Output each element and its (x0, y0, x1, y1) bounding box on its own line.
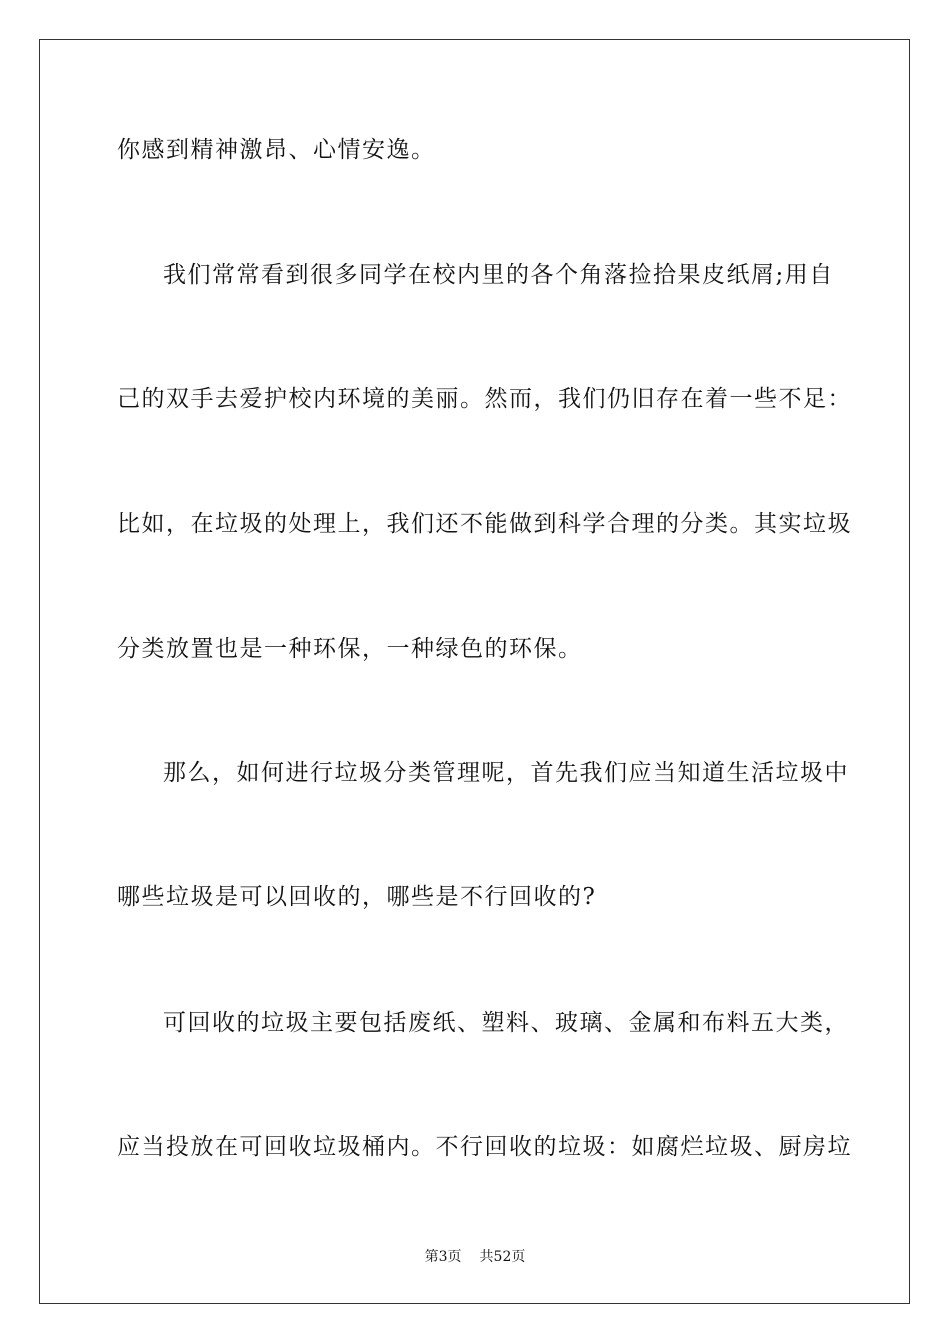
total-pages: 共52页 (479, 1249, 526, 1265)
page-border (39, 39, 910, 1304)
page-footer (0, 1248, 950, 1266)
body-line-4: 比如，在垃圾的处理上，我们还不能做到科学合理的分类。其实垃圾 (117, 511, 852, 537)
body-line-3: 己的双手去爱护校内环境的美丽。然而，我们仍旧存在着一些不足： (117, 386, 852, 412)
body-line-5: 分类放置也是一种环保，一种绿色的环保。 (117, 636, 583, 662)
body-line-7: 哪些垃圾是可以回收的，哪些是不行回收的? (117, 884, 597, 910)
body-line-8: 可回收的垃圾主要包括废纸、塑料、玻璃、金属和布料五大类， (163, 1010, 849, 1036)
body-line-9: 应当投放在可回收垃圾桶内。不行回收的垃圾：如腐烂垃圾、厨房垃 (117, 1134, 852, 1160)
page-number: 第3页 (424, 1249, 462, 1265)
body-line-6: 那么，如何进行垃圾分类管理呢，首先我们应当知道生活垃圾中 (163, 760, 849, 786)
body-line-2: 我们常常看到很多同学在校内里的各个角落捡拾果皮纸屑;用自 (163, 262, 834, 288)
body-line-1: 你感到精神激昂、心情安逸。 (117, 137, 436, 163)
